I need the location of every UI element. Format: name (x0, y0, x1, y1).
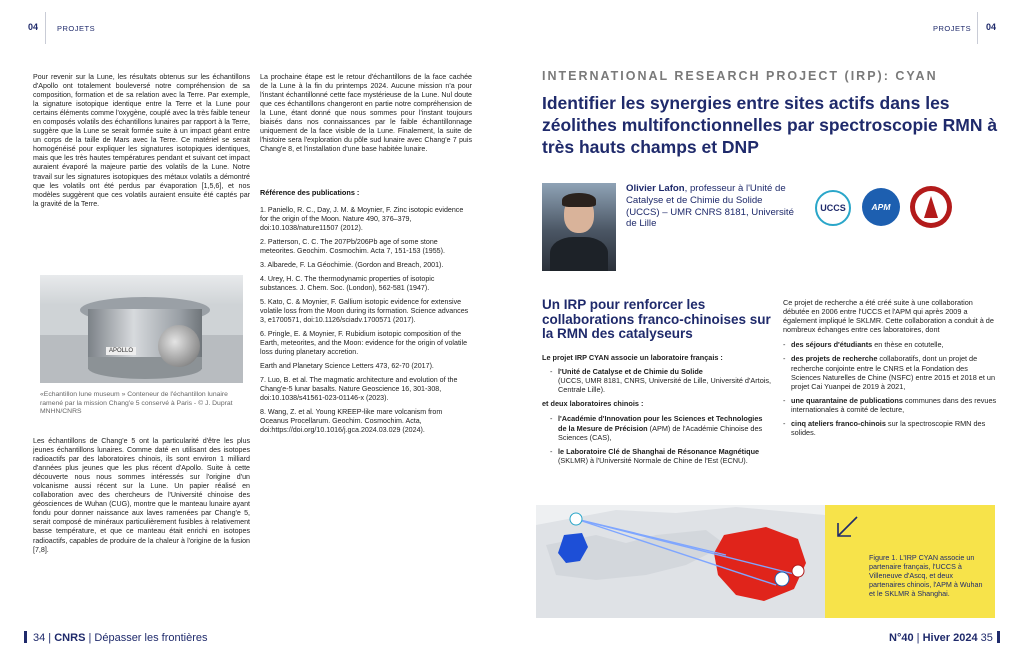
references-list (260, 206, 472, 440)
reference-item: 4. Urey, H. C. The thermodynamic properties of isotopic substances. J. Chem. Soc. (London), 562-581 (1947). (260, 275, 435, 292)
column-1-paragraph-1: Pour revenir sur la Lune, les résultats obtenus sur les échantillons d'Apollo ont totalement bouleversé notre compréhension de sa composition, formation et de sa relation avec la Terre. Par exemple, la signature isotopique identique entre la Terre et la Lune pour certains éléments comme l'oxygène, couplé avec la très faible teneur en composés volatils des échantillons lunaires par rapport à la Terre, suggère que la Lune se serait formée suite à un impact géant entre un corps de la taille de Mars avec la Terre. Ce matériel se serait homogénéisé pour expliquer les signatures isotopiques identiques, mais que les très hautes températures pendant et suivant cet impact auraient évaporé la majeure partie des volatils de la Lune. Notre travail sur les signatures isotopiques des métaux volatils a démontré que les volatils ont été perdus par évaporation [1,5,6], et nos modèles suggèrent que ces volatils auraient ensuite été captés par la gravité de la Terre. (33, 73, 250, 208)
page-number-right: 35 (980, 632, 993, 644)
uccs-logo: UCCS (815, 190, 851, 226)
header-rule-right (977, 12, 978, 44)
footer-right: N°40 | Hiver 2024 35 (889, 632, 993, 644)
reference-item: 7. Luo, B. et al. The magmatic architecture and evolution of the Chang'e-5 lunar basalts. Nature Geoscience 16, 301-308, doi:10.1038/s41561-023-01146-x (2023). (260, 376, 458, 402)
exchange-item: - une quarantaine de publications communes dans des revues internationales à comité de lecture, (783, 396, 998, 414)
exchange-item: - cinq ateliers franco-chinois sur la spectroscopie RMN des solides. (783, 419, 998, 437)
references-title: Référence des publications : (260, 188, 360, 197)
world-map-figure (536, 505, 825, 618)
author-info (626, 183, 796, 230)
partners-lead: Le projet IRP CYAN associe un laboratoire français : (542, 353, 723, 362)
section-label-right: PROJETS (933, 24, 972, 33)
reference-item: 6. Pringle, E. & Moynier, F. Rubidium isotopic composition of the Earth, meteorites, and the Moon: evidence for the origin of volatile loss during planetary accretion. (260, 330, 468, 356)
section-subtitle: Un IRP pour renforcer les collaborations franco-chinoises sur la RMN des catalyseurs (542, 297, 771, 341)
footer-marker-right (997, 631, 1000, 643)
author-photo (542, 183, 616, 271)
ecnu-logo (910, 186, 952, 228)
figure-caption-box (825, 505, 995, 618)
footer-marker-left (24, 631, 27, 643)
exchange-item: - des projets de recherche collaboratifs, dont un projet de recherche conjointe entre le CNRS et la Fondation des Sciences Naturelles de Chine (NSFC) entre 2015 et 2018 et un projet Cai Yuanpei de 2019 à 2021, (783, 354, 998, 390)
sample-container-photo (40, 275, 243, 383)
header-rule-left (45, 12, 46, 44)
issue-season: Hiver 2024 (922, 632, 978, 644)
photo-caption: «Echantillon lune museum » Conteneur de l'échantillon lunaire ramené par la mission Chang'e 5 conservé à Paris - © J. Duprat MNHN/CNRS (40, 391, 233, 416)
collaboration-block (783, 298, 998, 442)
page-section-number-right: 04 (986, 22, 997, 32)
issue-number: N°40 (889, 632, 914, 644)
column-2-paragraph-1: La prochaine étape est le retour d'échantillons de la face cachée de la Lune à la fin du printemps 2024. Aucune mission n'a pour l'instant échantillonné cette face mystérieuse de la Lune. Nul doute que ces échantillons changeront en partie notre compréhension de la Lune, étant donné que nous sommes pour l'instant toujours biaisés dans nos connaissances par le faible échantillonnage uniquement de la face visible de la Lune. Finalement, la suite de l'histoire sera l'exploration du pôle sud lunaire avec Chang'e 7 puis Chang'e 8, et l'installation d'une base habitée lunaire. (260, 73, 472, 154)
page-number-left: 34 (33, 632, 46, 644)
article-kicker: INTERNATIONAL RESEARCH PROJECT (IRP): CYAN (542, 69, 938, 83)
chinese-lab-item: - le Laboratoire Clé de Shanghai de Résonance Magnétique (SKLMR) à l'Université Normale de Chine de l'Est (ECNU). (550, 447, 772, 465)
footer-left: 34 | CNRS | Dépasser les frontières (33, 632, 208, 644)
exchange-item: - des séjours d'étudiants en thèse en cotutelle, (783, 340, 998, 349)
partners-block (542, 353, 772, 470)
reference-item: 2. Patterson, C. C. The 207Pb/206Pb age of some stone meteorites. Geochim. Cosmochim. Acta 7, 151-153 (1955). (260, 238, 445, 255)
chinese-labs-lead: et deux laboratoires chinois : (542, 399, 644, 409)
arrow-down-left-icon (835, 515, 859, 539)
section-label: PROJETS (57, 24, 96, 33)
map-svg (536, 505, 825, 618)
footer-section: Dépasser les frontières (94, 632, 208, 644)
reference-item: Earth and Planetary Science Letters 473, 62-70 (2017). (260, 362, 434, 370)
author-affiliation: , professeur à l'Unité de Catalyse et de Chimie du Solide (UCCS) – UMR CNRS 8181, Université de Lille (626, 183, 794, 230)
article-title: Identifier les synergies entre sites actifs dans les zéolithes multifonctionnelles par spectroscopie RMN à très hauts champs et DNP (542, 93, 998, 157)
reference-item: 3. Albarede, F. La Géochimie. (Gordon and Breach, 2001). (260, 261, 444, 269)
chinese-lab-item: - l'Académie d'Innovation pour les Sciences et Technologies de la Mesure de Précision (APM) de l'Académie Chinoise des Sciences (CAS), (550, 414, 772, 441)
collaboration-intro: Ce projet de recherche a été créé suite à une collaboration débutée en 2006 entre l'UCCS et l'APM qui après 2009 a également impliqué le SKLMR. Cette collaboration a conduit à de nombreux échanges entre ces laboratoires, dont (783, 298, 994, 335)
page-section-number: 04 (28, 22, 39, 32)
figure-caption: Figure 1. L'IRP CYAN associe un partenaire français, l'UCCS à Villeneuve d'Ascq, et deux partenaires chinois, l'APM à Wuhan et le SKLMR à Shanghai. (869, 553, 983, 598)
french-lab-item: - l'Unité de Catalyse et de Chimie du Solide (UCCS, UMR 8181, CNRS, Université de Lille, Université d'Artois, Centrale Lille). (550, 367, 772, 394)
photo-label: APOLLO (106, 347, 136, 355)
author-name: Olivier Lafon (626, 183, 685, 194)
footer-brand: CNRS (54, 632, 86, 644)
apm-logo: APM (862, 188, 900, 226)
reference-item: 8. Wang, Z. et al. Young KREEP-like mare volcanism from Oceanus Procellarum. Geochim. Cosmochim. Acta, doi:https://doi.org/10.1016/j.gca.2024.03.029 (2024). (260, 408, 443, 434)
reference-item: 5. Kato, C. & Moynier, F. Gallium isotopic evidence for extensive volatile loss from the Moon during its formation. Science advances 3, e1700571, doi:10.1126/sciadv.1700571 (2017). (260, 298, 469, 324)
column-1-paragraph-2: Les échantillons de Chang'e 5 ont la particularité d'être les plus jeunes échantillons lunaires. Comme daté en utilisant des isotopes radioactifs par des laboratoires chinois, ils sont environ 1 milliard d'années plus jeunes que les plus récent d'Apollo. Suite à cette découverte nous nous sommes intéressés sur l'origine d'un volcanisme aussi récent sur la Lune. Un papier réalisé en collaboration avec des chercheurs de l'Université chinoise des géosciences de Wuhan (CUG), montre que le manteau lunaire ayant fondu pour donner naissance aux laves ramenées par Chang'e 5, serait composé de minéraux particulièrement fusibles à relativement basse température, et que ce manteau était enrichi en isotopes radioactifs, capables de produire de la chaleur à l'origine de la fusion [7,8]. (33, 437, 250, 554)
reference-item: 1. Paniello, R. C., Day, J. M. & Moynier, F. Zinc isotopic evidence for the origin of the Moon. Nature 490, 376–379, doi:10.1038/nature11507 (2012). (260, 206, 464, 232)
